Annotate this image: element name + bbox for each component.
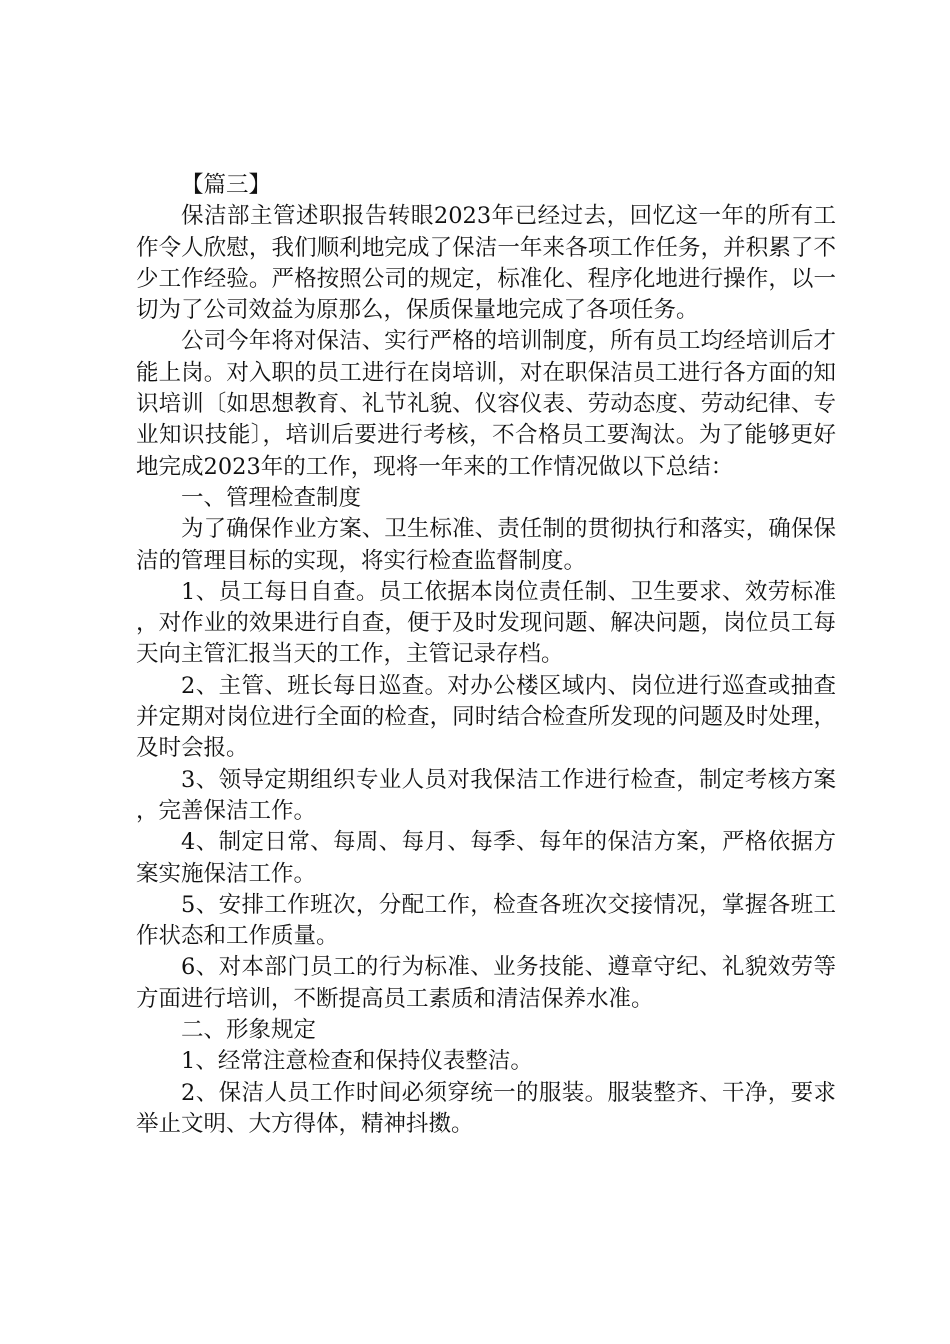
paragraph-item-5: 5、安排工作班次，分配工作，检查各班次交接情况，掌握各班工作状态和工作质量。 (136, 891, 836, 950)
paragraph-item-2: 2、主管、班长每日巡查。对办公楼区域内、岗位进行巡查或抽查并定期对岗位进行全面的检查，同时结合检查所发现的问题及时处理，及时会报。 (136, 672, 836, 762)
paragraph-intro: 保洁部主管述职报告转眼2023年已经过去，回忆这一年的所有工作令人欣慰，我们顺利地完成了保洁一年来各项工作任务，并积累了不少工作经验。严格按照公司的规定，标准化、程序化地进行操作，以一切为了公司效益为原那么，保质保量地完成了各项任务。 (136, 203, 836, 324)
paragraph-item-1: 1、员工每日自查。员工依据本岗位责任制、卫生要求、效劳标准，对作业的效果进行自查，便于及时发现问题、解决问题，岗位员工每天向主管汇报当天的工作，主管记录存档。 (136, 578, 836, 668)
paragraph-image-2: 2、保洁人员工作时间必须穿统一的服装。服装整齐、干净，要求举止文明、大方得体，精神抖擞。 (136, 1079, 836, 1137)
paragraph-item-4: 4、制定日常、每周、每月、每季、每年的保洁方案，严格依据方案实施保洁工作。 (136, 829, 836, 887)
paragraph-item-3: 3、领导定期组织专业人员对我保洁工作进行检查，制定考核方案，完善保洁工作。 (136, 766, 836, 824)
paragraph-training: 公司今年将对保洁、实行严格的培训制度，所有员工均经培训后才能上岗。对入职的员工进行在岗培训，对在职保洁员工进行各方面的知识培训〔如思想教育、礼节礼貌、仪容仪表、劳动态度、劳动纪律、专业知识技能〕，培训后要进行考核，不合格员工要淘汰。为了能够更好地完成2023年的工作，现将一年来的工作情况做以下总结： (136, 328, 836, 480)
paragraph-image-1: 1、经常注意检查和保持仪表整洁。 (181, 1048, 533, 1075)
section-title-image: 二、形象规定 (181, 1017, 317, 1044)
paragraph-management-intro: 为了确保作业方案、卫生标准、责任制的贯彻执行和落实，确保保洁的管理目标的实现，将实行检查监督制度。 (136, 516, 836, 574)
section-title-management: 一、管理检查制度 (181, 484, 362, 511)
paragraph-item-6: 6、对本部门员工的行为标准、业务技能、遵章守纪、礼貌效劳等方面进行培训，不断提高员工素质和清洁保养水准。 (136, 954, 836, 1012)
document-body (136, 170, 836, 1140)
document-heading: 【篇三】 (181, 172, 272, 198)
